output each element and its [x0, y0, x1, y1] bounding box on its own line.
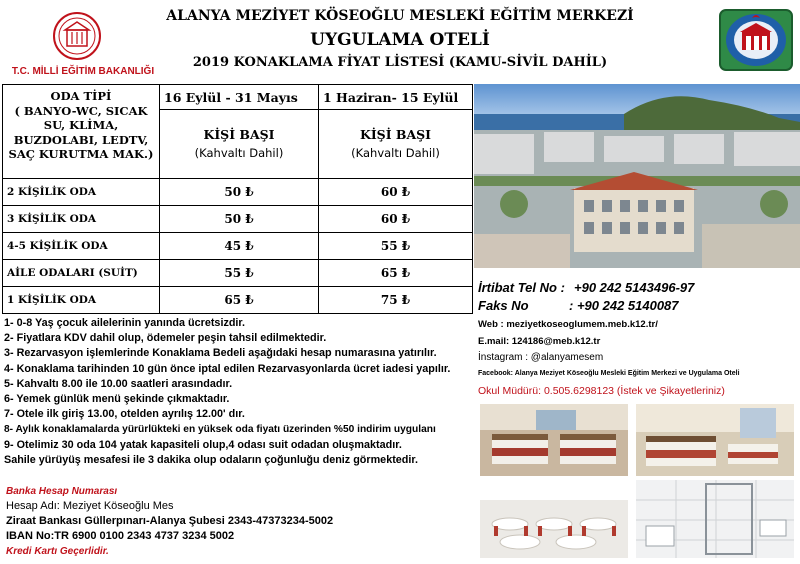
manager-phone: Okul Müdürü: 0.505.6298123 (İstek ve Şikayetleriniz) — [478, 385, 725, 397]
table-row: 4-5 KİŞİLİK ODA 45 ₺ 55 ₺ — [3, 233, 473, 260]
bank-heading: Banka Hesap Numarası — [6, 486, 118, 497]
website-link[interactable]: Web : meziyetkoseoglumem.meb.k12.tr/ — [478, 319, 658, 330]
table-row: 3 KİŞİLİK ODA 50 ₺ 60 ₺ — [3, 206, 473, 233]
list-item: 2- Fiyatlara KDV dahil olup, ödemeler peşin tahsil edilmektedir. — [4, 332, 327, 345]
ministry-name: T.C. MİLLİ EĞİTİM BAKANLIĞI — [11, 66, 155, 77]
per-person-high: KİŞİ BAŞI (Kahvaltı Dahil) — [319, 110, 473, 179]
list-item: 3- Rezarvasyon işlemlerinde Konaklama Bedeli aşağıdaki hesap numarasına yatırılır. — [4, 347, 437, 360]
bathroom-photo — [636, 480, 794, 558]
fax-number: : +90 242 5140087 — [569, 298, 679, 313]
alanya-city-photo — [474, 84, 800, 268]
facebook-page[interactable]: Facebook: Alanya Meziyet Köseoğlu Mesleki Eğitim Merkezi ve Uygulama Oteli — [478, 370, 740, 377]
list-item: 7- Otele ilk giriş 13.00, otelden ayrılış 12.00' dır. — [4, 408, 245, 421]
list-item: 9- Otelimiz 30 oda 104 yatak kapasiteli olup,4 odası suit odadan oluşmaktadır. — [4, 438, 402, 451]
list-item: 8- Aylık konaklamalarda yürürlükteki en yüksek oda fiyatı üzerinden %50 indirim uygulanı — [4, 424, 436, 436]
table-row: 2 KİŞİLİK ODA 50 ₺ 60 ₺ — [3, 179, 473, 206]
table-row: AİLE ODALARI (SUİT) 55 ₺ 65 ₺ — [3, 260, 473, 287]
school-title: ALANYA MEZİYET KÖSEOĞLU MESLEKİ EĞİTİM MERKEZİ — [166, 8, 634, 24]
list-item: Sahile yürüyüş mesafesi ile 3 dakika olup odaların çoğunluğu deniz görmektedir. — [4, 453, 418, 466]
iban-number: IBAN No:TR 6900 0100 2343 4737 3234 5002 — [6, 530, 235, 542]
list-item: 6- Yemek günlük menü şekinde çıkmaktadır. — [4, 393, 230, 406]
fax-label: Faks No — [478, 298, 529, 313]
list-item: 5- Kahvaltı 8.00 ile 10.00 saatleri arasındadır. — [4, 377, 233, 390]
per-person-low: KİŞİ BAŞI (Kahvaltı Dahil) — [160, 110, 319, 179]
credit-card-note: Kredi Kartı Geçerlidir. — [6, 546, 109, 557]
room-photo-2 — [636, 404, 794, 476]
phone-label: İrtibat Tel No : — [478, 280, 565, 295]
price-list-title: 2019 KONAKLAMA FİYAT LİSTESİ (KAMU-SİVİL DAHİL) — [192, 55, 608, 70]
room-type-header: ODA TİPİ ( BANYO-WC, SICAK SU, KLİMA, BUZDOLABI, LEDTV, SAÇ KURUTMA MAK.) — [3, 85, 160, 179]
period-high-season: 1 Haziran- 15 Eylül — [319, 85, 473, 110]
bank-branch: Ziraat Bankası Güllerpınarı-Alanya Şubesi 2343-47373234-5002 — [6, 515, 334, 527]
account-name: Hesap Adı: Meziyet Köseoğlu Mes — [6, 500, 174, 512]
email-link[interactable]: E.mail: 124186@meb.k12.tr — [478, 336, 601, 347]
price-table — [2, 84, 473, 314]
list-item: 4- Konaklama tarihinden 10 gün önce iptal edilen Rezarvasyonlarda ücret iadesi yapılır. — [4, 362, 451, 375]
school-logo — [718, 8, 794, 72]
room-photo-1 — [480, 404, 628, 476]
phone-number[interactable]: +90 242 5143496-97 — [574, 280, 695, 295]
instagram-handle[interactable]: İnstagram : @alanyamesem — [478, 352, 604, 363]
period-low-season: 16 Eylül - 31 Mayıs — [160, 85, 319, 110]
ministry-logo — [52, 10, 102, 62]
table-row: 1 KİŞİLİK ODA 65 ₺ 75 ₺ — [3, 287, 473, 314]
restaurant-photo — [480, 480, 628, 558]
hotel-title: UYGULAMA OTELİ — [310, 30, 490, 50]
hotel-notes — [4, 316, 480, 468]
list-item: 1- 0-8 Yaş çocuk ailelerinin yanında ücretsizdir. — [4, 317, 246, 329]
